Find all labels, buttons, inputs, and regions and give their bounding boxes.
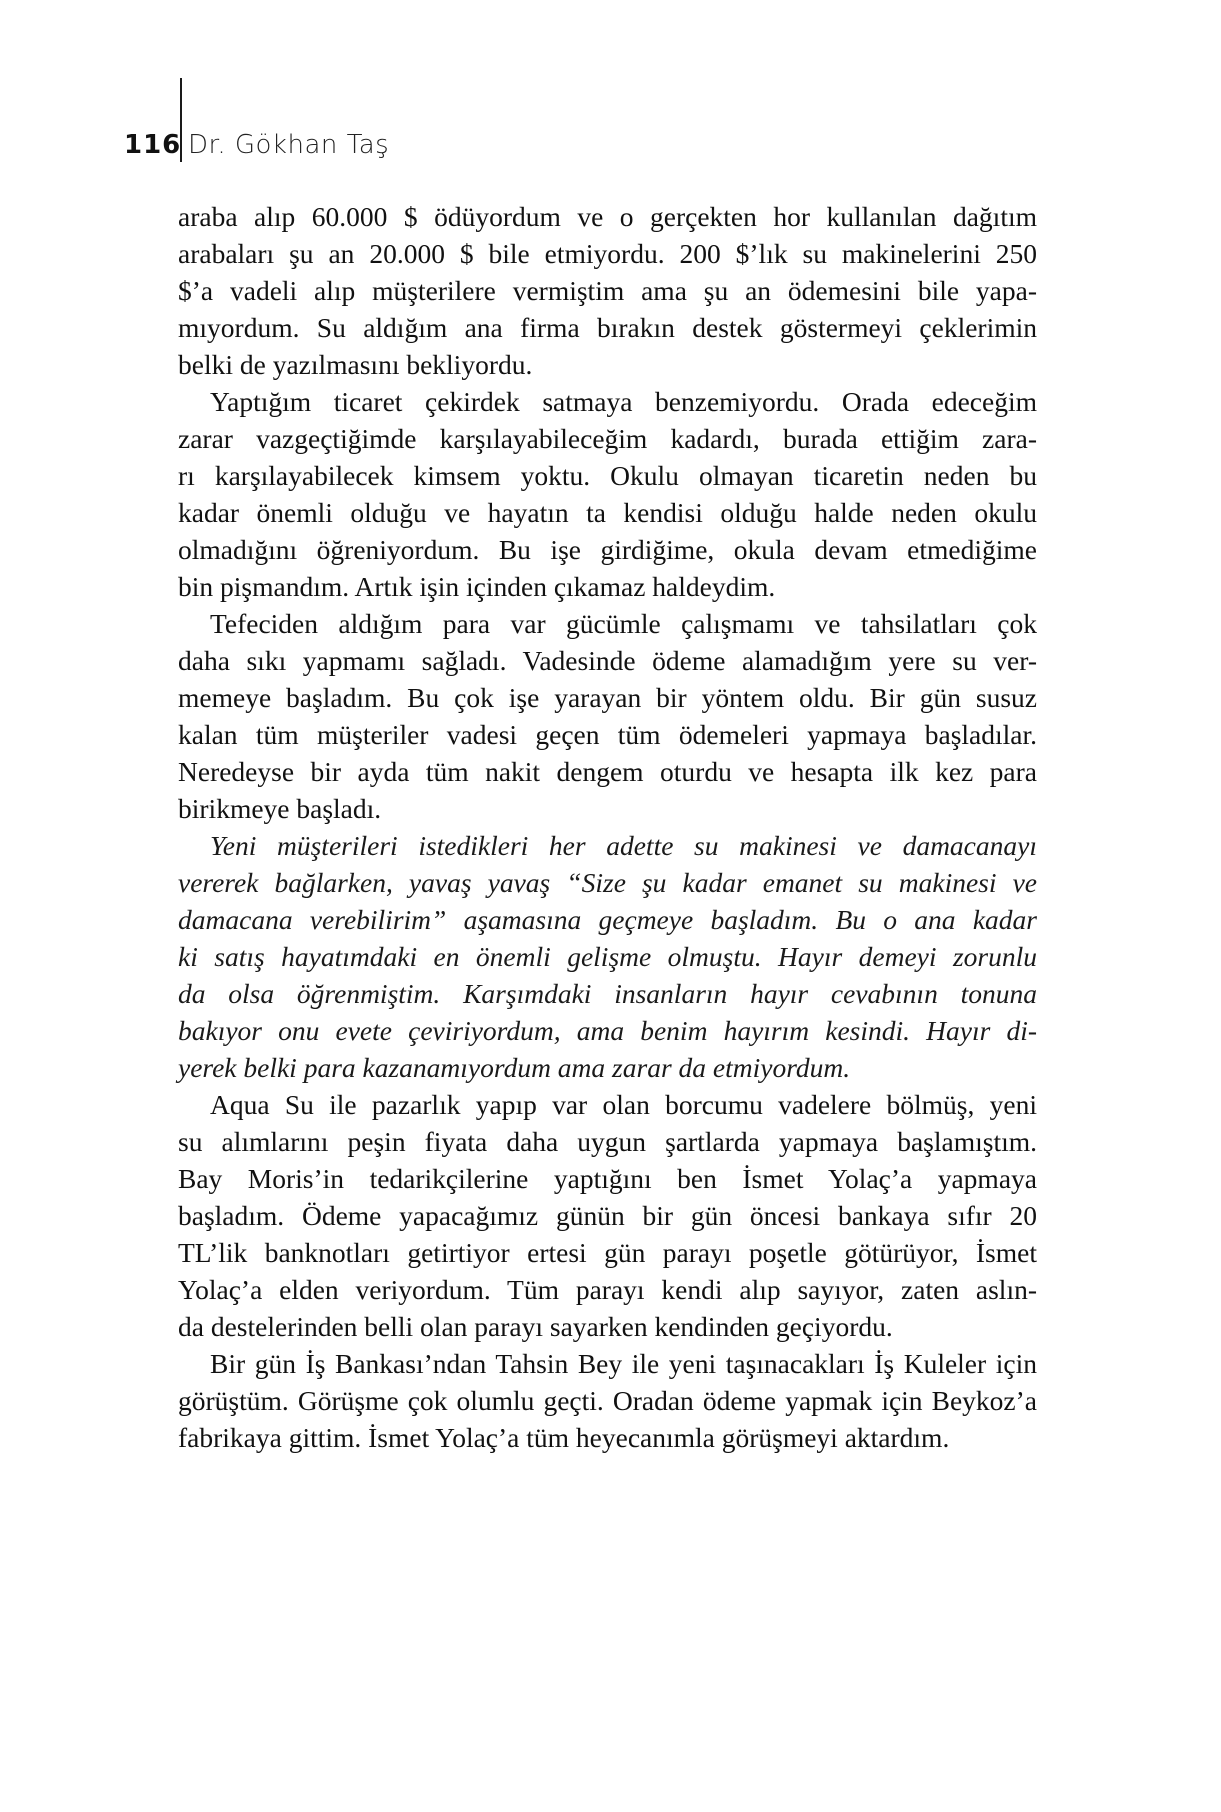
text-line: da destelerinden belli olan parayı sayarken kendinden geçiyordu. [178, 1311, 893, 1342]
text-line: Bay Moris’in tedarikçilerine yaptığını ben İsmet Yolaç’a yapmaya [178, 1163, 1037, 1194]
italic-text-line: bakıyor onu evete çeviriyordum, ama benim hayırım kesindi. Hayır di- [178, 1015, 1037, 1046]
italic-text-line: vererek bağlarken, yavaş yavaş “Size şu kadar emanet su makinesi ve [178, 867, 1037, 898]
text-line: mıyordum. Su aldığım ana firma bırakın destek göstermeyi çeklerimin [178, 312, 1037, 343]
text-line: Neredeyse bir ayda tüm nakit dengem oturdu ve hesapta ilk kez para [178, 756, 1037, 787]
italic-text-line: ki satış hayatımdaki en önemli gelişme olmuştu. Hayır demeyi zorunlu [178, 941, 1037, 972]
text-line: kadar önemli olduğu ve hayatın ta kendisi olduğu halde neden okulu [178, 497, 1037, 528]
text-line: görüştüm. Görüşme çok olumlu geçti. Oradan ödeme yapmak için Beykoz’a [178, 1385, 1037, 1416]
italic-text-line: yerek belki para kazanamıyordum ama zarar da etmiyordum. [178, 1052, 851, 1083]
text-line: memeye başladım. Bu çok işe yarayan bir yöntem oldu. Bir gün susuz [178, 682, 1037, 713]
text-line: Yolaç’a elden veriyordum. Tüm parayı kendi alıp sayıyor, zaten aslın- [178, 1274, 1037, 1305]
italic-text-line: damacana verebilirim” aşamasına geçmeye başladım. Bu o ana kadar [178, 904, 1037, 935]
running-head-author: Dr. Gökhan Taş [188, 130, 390, 160]
italic-text-line: da olsa öğrenmiştim. Karşımdaki insanların hayır cevabının tonuna [178, 978, 1037, 1009]
text-line: birikmeye başladı. [178, 793, 382, 824]
text-line: bin pişmandım. Artık işin içinden çıkamaz haldeydim. [178, 571, 776, 602]
text-line: olmadığını öğreniyordum. Bu işe girdiğime, okula devam etmediğime [178, 534, 1037, 565]
text-line: su alımlarını peşin fiyata daha uygun şartlarda yapmaya başlamıştım. [178, 1126, 1037, 1157]
text-line: rı karşılayabilecek kimsem yoktu. Okulu olmayan ticaretin neden bu [178, 460, 1037, 491]
text-line: Aqua Su ile pazarlık yapıp var olan borcumu vadelere bölmüş, yeni [210, 1089, 1037, 1120]
text-line: Yaptığım ticaret çekirdek satmaya benzemiyordu. Orada edeceğim [210, 386, 1037, 417]
text-line: arabaları şu an 20.000 $ bile etmiyordu. 200 $’lık su makinelerini 250 [178, 238, 1037, 269]
text-line: TL’lik banknotları getirtiyor ertesi gün parayı poşetle götürüyor, İsmet [178, 1237, 1037, 1268]
italic-text-line: Yeni müşterileri istedikleri her adette su makinesi ve damacanayı [210, 830, 1037, 861]
text-line: fabrikaya gittim. İsmet Yolaç’a tüm heyecanımla görüşmeyi aktardım. [178, 1422, 950, 1453]
text-line: kalan tüm müşteriler vadesi geçen tüm ödemeleri yapmaya başladılar. [178, 719, 1037, 750]
text-line: belki de yazılmasını bekliyordu. [178, 349, 533, 380]
text-line: araba alıp 60.000 $ ödüyordum ve o gerçekten hor kullanılan dağıtım [178, 201, 1037, 232]
text-line: başladım. Ödeme yapacağımız günün bir gün öncesi bankaya sıfır 20 [178, 1200, 1037, 1231]
text-line: zarar vazgeçtiğimde karşılayabileceğim kadardı, burada ettiğim zara- [178, 423, 1037, 454]
text-line: $’a vadeli alıp müşterilere vermiştim ama şu an ödemesini bile yapa- [178, 275, 1037, 306]
page-number: 116 [124, 130, 182, 160]
text-line: daha sıkı yapmamı sağladı. Vadesinde ödeme alamadığım yere su ver- [178, 645, 1037, 676]
text-line: Bir gün İş Bankası’ndan Tahsin Bey ile yeni taşınacakları İş Kuleler için [210, 1348, 1037, 1379]
text-line: Tefeciden aldığım para var gücümle çalışmamı ve tahsilatları çok [210, 608, 1037, 639]
